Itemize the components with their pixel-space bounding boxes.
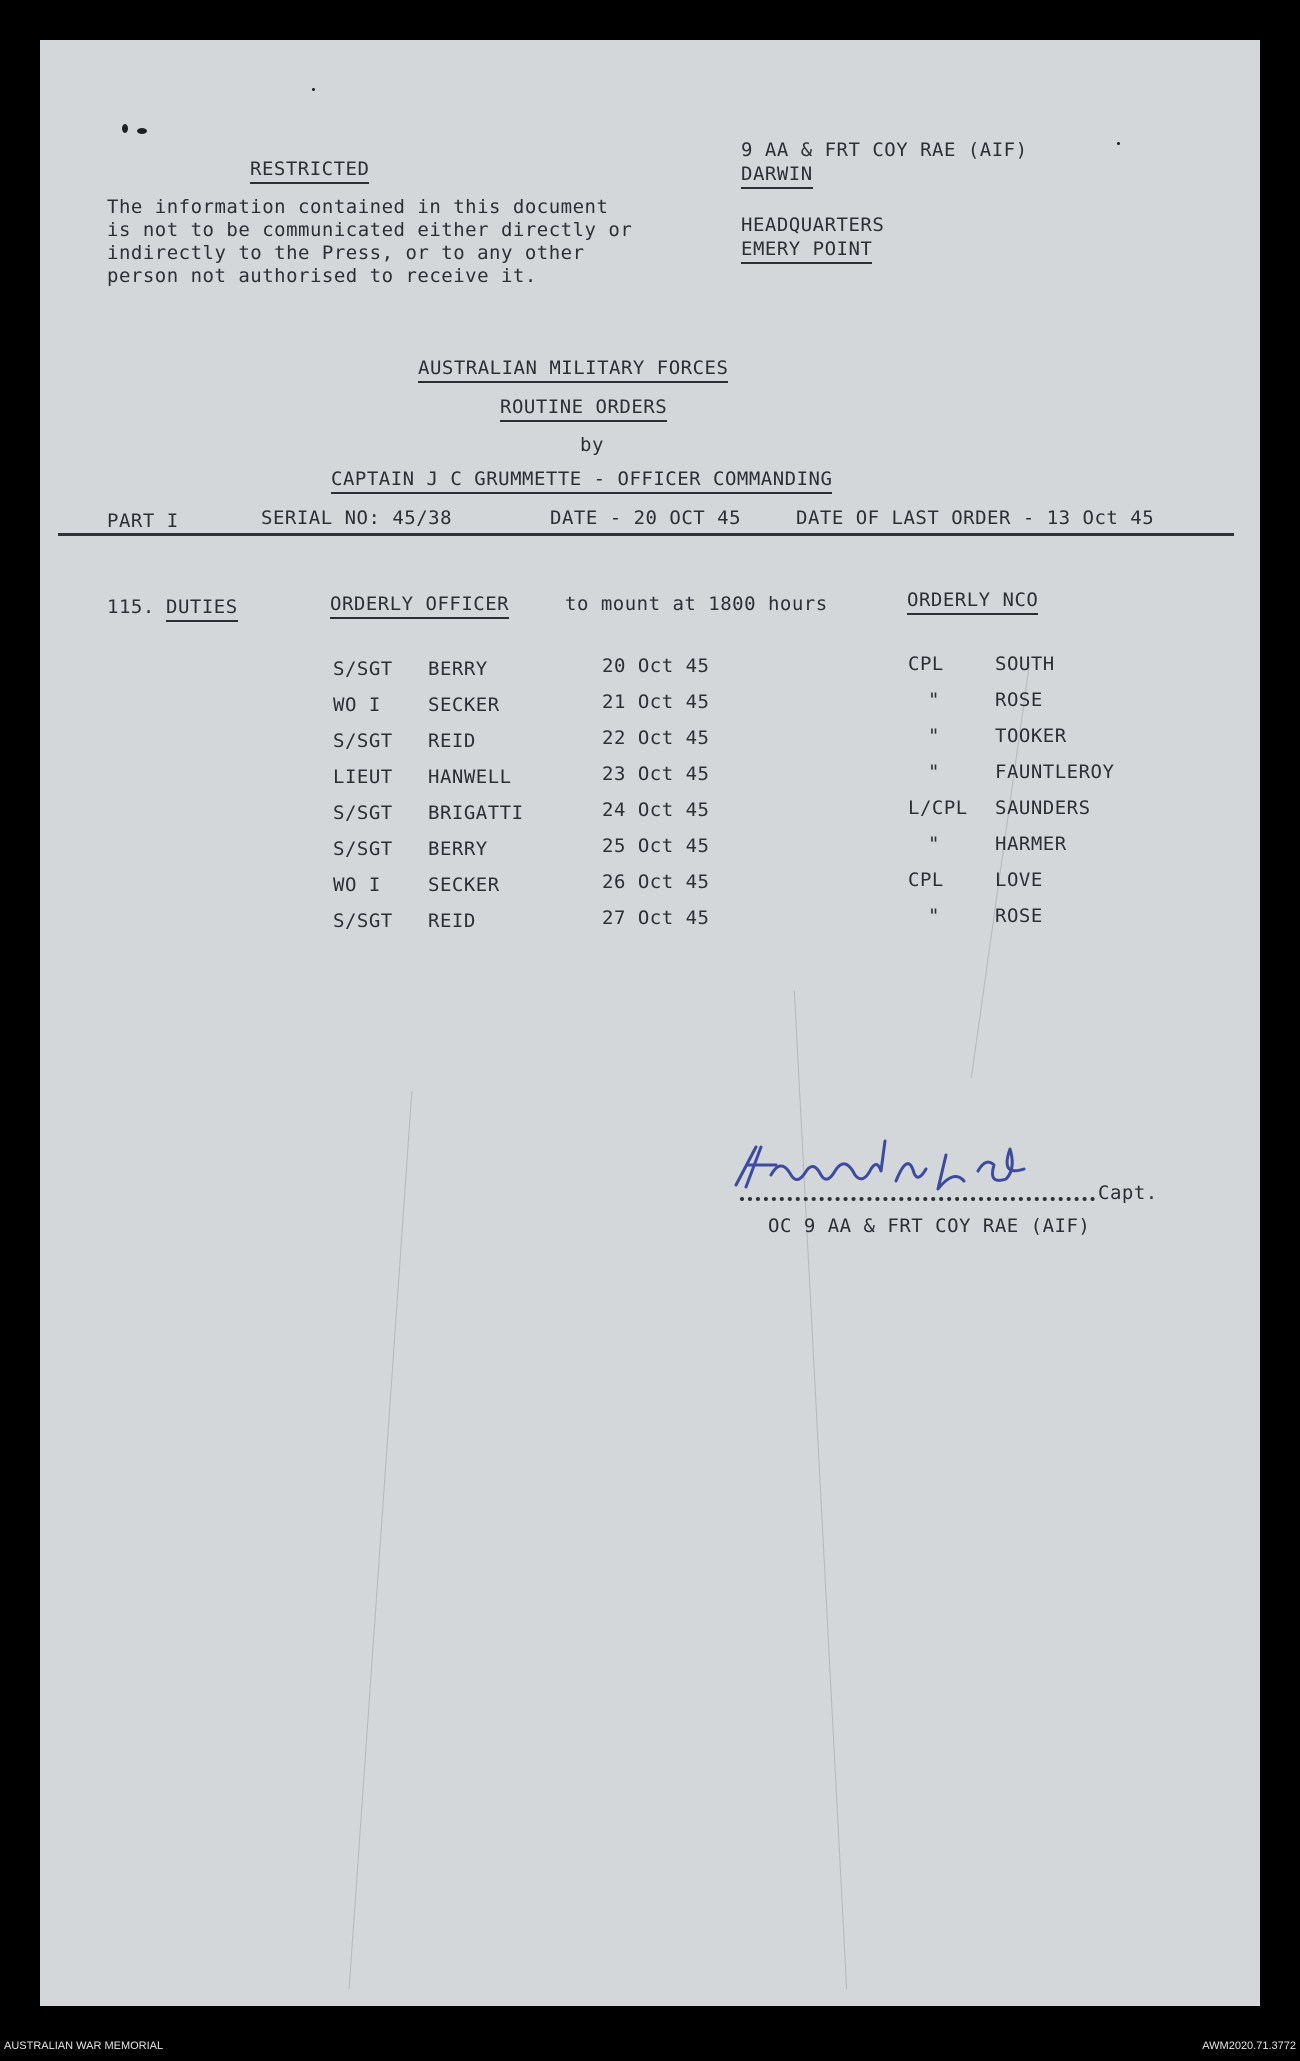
headquarters-label: HEADQUARTERS <box>741 214 885 236</box>
nco-rank: " <box>928 761 940 783</box>
ink-mark <box>1117 142 1120 145</box>
notice-line: The information contained in this document <box>107 196 609 218</box>
duty-date: 22 Oct 45 <box>602 727 710 749</box>
duties-number: 115. <box>107 596 155 618</box>
signature-suffix: Capt. <box>1098 1182 1158 1204</box>
headquarters-location: EMERY POINT <box>741 238 872 264</box>
duty-date: 24 Oct 45 <box>602 799 710 821</box>
unit-location: DARWIN <box>741 163 813 189</box>
nco-rank: L/CPL <box>908 797 968 819</box>
ink-mark <box>122 124 128 133</box>
officer-name: BRIGATTI <box>428 802 524 824</box>
duty-date: 25 Oct 45 <box>602 835 710 857</box>
orderly-nco-header: ORDERLY NCO <box>907 589 1038 615</box>
officer-rank: WO I <box>333 694 381 716</box>
officer-rank: WO I <box>333 874 381 896</box>
serial-number: SERIAL NO: 45/38 <box>261 507 453 529</box>
footer-reference: AWM2020.71.3772 <box>1202 2040 1296 2052</box>
footer-credit: AUSTRALIAN WAR MEMORIAL <box>4 2040 164 2052</box>
duty-date: 27 Oct 45 <box>602 907 710 929</box>
nco-rank: CPL <box>908 653 944 675</box>
nco-name: SOUTH <box>995 653 1055 675</box>
orderly-officer-header: ORDERLY OFFICER <box>330 593 509 619</box>
signature-title: OC 9 AA & FRT COY RAE (AIF) <box>768 1215 1091 1237</box>
signature-dotted-line <box>740 1197 1095 1201</box>
duty-date: 20 Oct 45 <box>602 655 710 677</box>
officer-name: SECKER <box>428 874 500 896</box>
ink-mark <box>137 128 147 134</box>
officer-name: REID <box>428 910 476 932</box>
header-rule <box>58 533 1234 536</box>
officer-rank: S/SGT <box>333 658 393 680</box>
duty-date: 21 Oct 45 <box>602 691 710 713</box>
duties-title: DUTIES <box>166 596 238 622</box>
nco-name: ROSE <box>995 689 1043 711</box>
orders-title: ROUTINE ORDERS <box>500 396 667 422</box>
fold-line <box>349 1091 413 1989</box>
nco-rank: " <box>928 725 940 747</box>
officer-rank: S/SGT <box>333 838 393 860</box>
officer-rank: S/SGT <box>333 802 393 824</box>
officer-rank: S/SGT <box>333 730 393 752</box>
nco-rank: " <box>928 833 940 855</box>
part-label: PART I <box>107 510 179 532</box>
nco-rank: " <box>928 905 940 927</box>
nco-name: ROSE <box>995 905 1043 927</box>
officer-name: SECKER <box>428 694 500 716</box>
officer-rank: LIEUT <box>333 766 393 788</box>
notice-line: indirectly to the Press, or to any other <box>107 242 585 264</box>
mount-note: to mount at 1800 hours <box>565 593 828 615</box>
unit-name: 9 AA & FRT COY RAE (AIF) <box>741 139 1028 161</box>
duty-date: 26 Oct 45 <box>602 871 710 893</box>
officer-name: BERRY <box>428 838 488 860</box>
order-date: DATE - 20 OCT 45 <box>550 507 742 529</box>
nco-name: HARMER <box>995 833 1067 855</box>
nco-name: SAUNDERS <box>995 797 1091 819</box>
notice-line: person not authorised to receive it. <box>107 265 537 287</box>
officer-rank: S/SGT <box>333 910 393 932</box>
signature-block <box>716 1135 1176 1237</box>
officer-name: HANWELL <box>428 766 512 788</box>
nco-rank: CPL <box>908 869 944 891</box>
nco-name: LOVE <box>995 869 1043 891</box>
handwritten-signature <box>716 1135 1136 1205</box>
duty-date: 23 Oct 45 <box>602 763 710 785</box>
forces-title: AUSTRALIAN MILITARY FORCES <box>418 357 728 383</box>
nco-name: FAUNTLEROY <box>995 761 1115 783</box>
officer-name: REID <box>428 730 476 752</box>
nco-rank: " <box>928 689 940 711</box>
ink-mark <box>312 88 315 91</box>
commander-line: CAPTAIN J C GRUMMETTE - OFFICER COMMANDING <box>331 468 832 494</box>
notice-line: is not to be communicated either directly or <box>107 219 633 241</box>
nco-name: TOOKER <box>995 725 1067 747</box>
officer-name: BERRY <box>428 658 488 680</box>
restricted-heading: RESTRICTED <box>250 158 369 184</box>
last-order-date: DATE OF LAST ORDER - 13 Oct 45 <box>796 507 1155 529</box>
by-label: by <box>580 434 604 456</box>
document-page <box>40 40 1260 2006</box>
